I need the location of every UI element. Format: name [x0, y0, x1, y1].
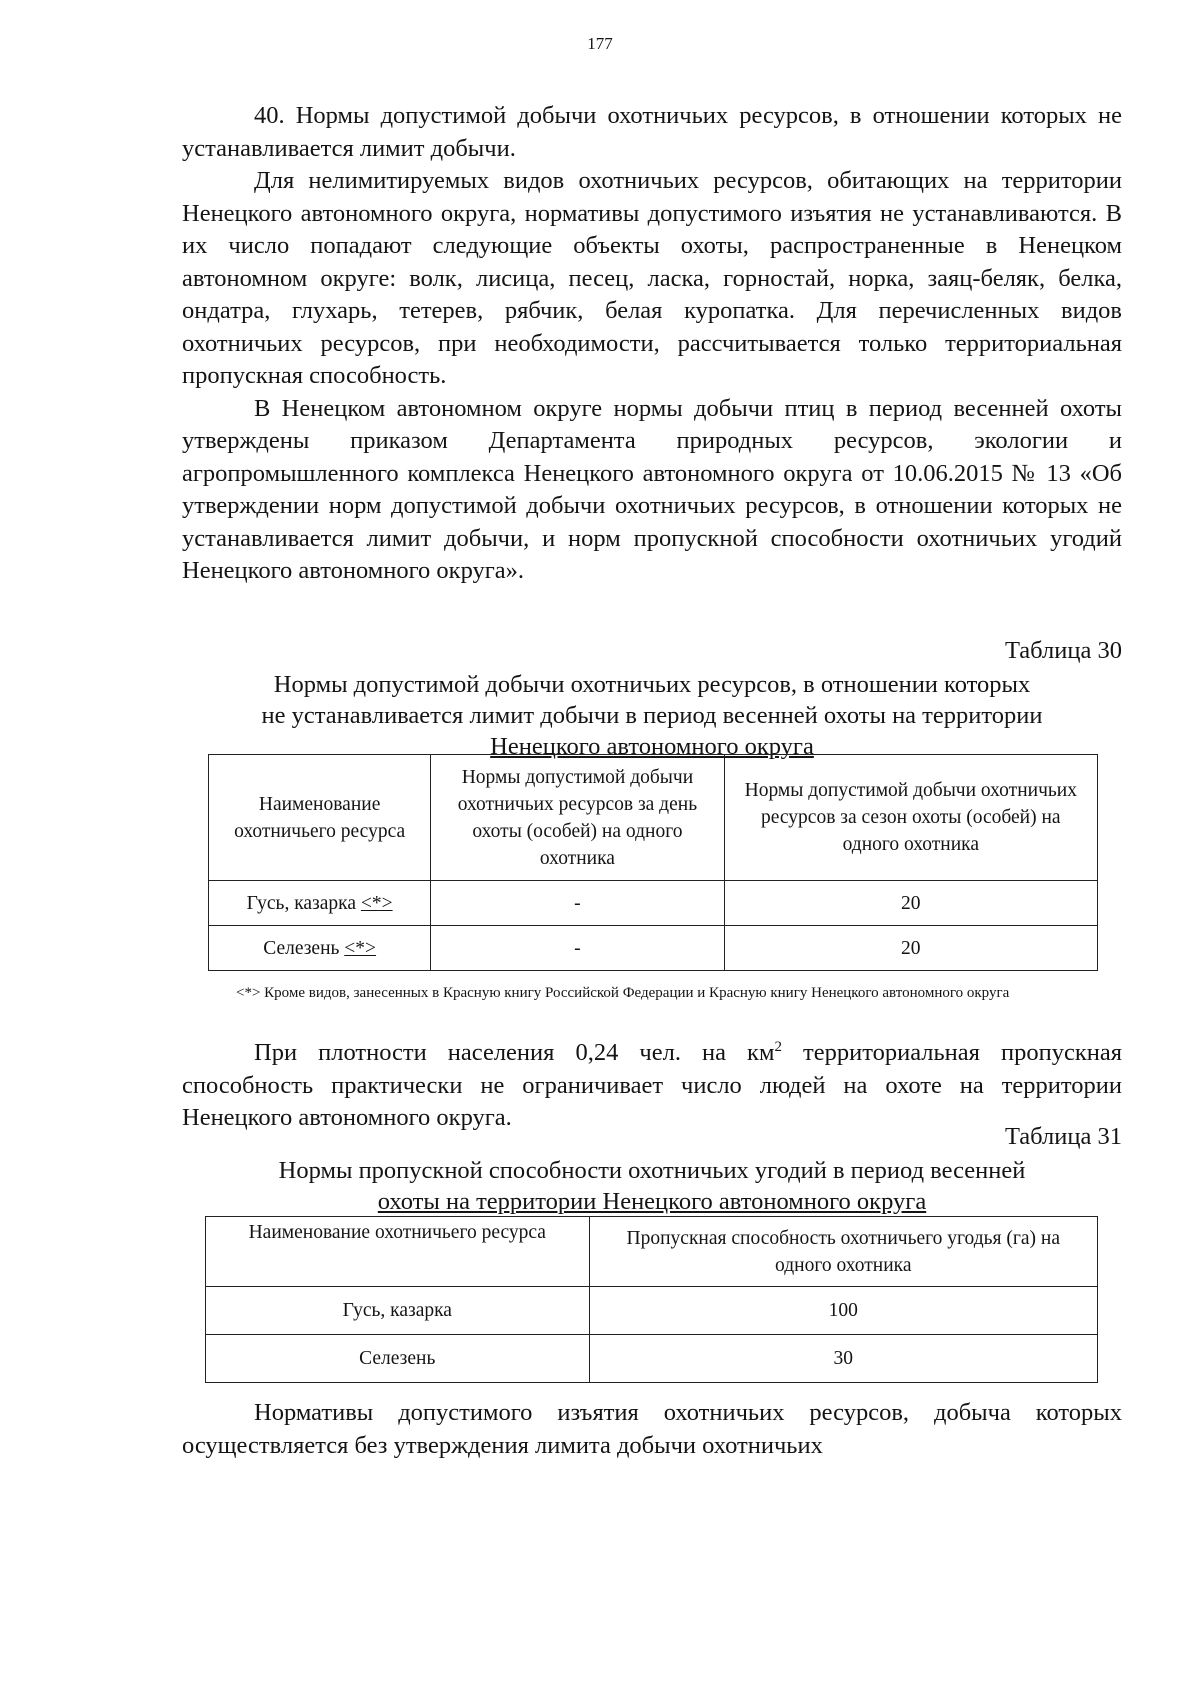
- table-30-title: [182, 669, 1122, 762]
- density-superscript: 2: [774, 1038, 782, 1055]
- table-31-title-line: Нормы пропускной способности охотничьих угодий в период весенней: [278, 1157, 1026, 1184]
- order-paragraph: В Ненецком автономном округе нормы добычи птиц в период весенней охоты утверждены приказом Департамента природных ресурсов, экологии и агропромышленного комплекса Ненецкого автономного округа от 10.06.2015 № 13 «Об утверждении норм допустимой добычи охотничьих ресурсов, в отношении которых не устанавливается лимит добычи, и норм пропускной способности охотничьих угодий Ненецкого автономного округа».: [182, 394, 1122, 584]
- unlimited-species-paragraph: Для нелимитируемых видов охотничьих ресурсов, обитающих на территории Ненецкого автономного округа, нормативы допустимого изъятия не устанавливаются. В их число попадают следующие объекты охоты, распространенные в Ненецком автономном округе: волк, лисица, песец, ласка, горностай, норка, заяц-беляк, белка, ондатра, глухарь, тетерев, рябчик, белая куропатка. Для перечисленных видов охотничьих ресурсов, при необходимости, рассчитывается только территориальная пропускная способность.: [182, 167, 1122, 389]
- resource-name-cell: Гусь, казарка: [206, 1287, 590, 1335]
- table-row: [209, 881, 1098, 926]
- table-row: [206, 1287, 1098, 1335]
- table-30-label: Таблица 30: [1004, 637, 1122, 664]
- section-text: [182, 100, 1122, 588]
- resource-name-cell: [209, 926, 431, 971]
- table-31: [205, 1216, 1098, 1383]
- footnote-body: Кроме видов, занесенных в Красную книгу Российской Федерации и Красную книгу Ненецкого автономного округа: [264, 985, 1010, 1001]
- table-31-title-line: охоты на территории Ненецкого автономного округа: [377, 1188, 927, 1215]
- table-30-title-line: Ненецкого автономного округа: [490, 733, 814, 760]
- season-norm-cell: 20: [724, 881, 1097, 926]
- resource-name: Гусь, казарка: [246, 892, 356, 914]
- footnote: [182, 983, 1122, 1004]
- resource-name-cell: Селезень: [206, 1335, 590, 1383]
- section-heading-paragraph: 40. Нормы допустимой добычи охотничьих ресурсов, в отношении которых не устанавливается лимит добычи.: [182, 102, 1122, 162]
- table-30-title-line: Нормы допустимой добычи охотничьих ресурсов, в отношении которых: [273, 671, 1031, 698]
- table-header-cell: Наименование охотничьего ресурса: [206, 1217, 590, 1287]
- day-norm-cell: -: [431, 926, 724, 971]
- table-header-row: [209, 755, 1098, 881]
- table-header-cell: Наименование охотничьего ресурса: [209, 755, 431, 881]
- table-header-row: [206, 1217, 1098, 1287]
- table-30: [208, 754, 1098, 971]
- table-31-title: [182, 1155, 1122, 1217]
- table-30-title-line: не устанавливается лимит добычи в период весенней охоты на территории: [261, 702, 1043, 729]
- footnote-text: [182, 983, 1122, 1004]
- resource-name-cell: [209, 881, 431, 926]
- day-norm-cell: -: [431, 881, 724, 926]
- footnote-ref: <*>: [360, 892, 393, 914]
- density-text: [182, 1037, 1122, 1135]
- capacity-cell: 100: [589, 1287, 1097, 1335]
- capacity-cell: 30: [589, 1335, 1097, 1383]
- footnote-ref: <*>: [344, 937, 377, 959]
- density-text-end: территориальная пропускная способность практически не ограничивает число людей на охоте на территории Ненецкого автономного округа.: [182, 1039, 1122, 1131]
- closing-paragraph: Нормативы допустимого изъятия охотничьих ресурсов, добыча которых осуществляется без утверждения лимита добычи охотничьих: [182, 1399, 1122, 1459]
- table-row: [209, 926, 1098, 971]
- density-paragraph: [182, 1037, 1122, 1135]
- closing-text: [182, 1397, 1122, 1462]
- resource-name: Селезень: [263, 937, 340, 959]
- density-text-start: При плотности населения 0,24 чел. на км: [254, 1039, 775, 1066]
- table-header-cell: Нормы допустимой добычи охотничьих ресурсов за день охоты (особей) на одного охотника: [431, 755, 724, 881]
- table-31-label: Таблица 31: [1004, 1123, 1122, 1150]
- table-header-cell: Пропускная способность охотничьего угодья (га) на одного охотника: [589, 1217, 1097, 1287]
- page-number: 177: [587, 34, 613, 53]
- table-row: [206, 1335, 1098, 1383]
- footnote-mark: <*>: [236, 985, 261, 1001]
- table-header-cell: Нормы допустимой добычи охотничьих ресурсов за сезон охоты (особей) на одного охотника: [724, 755, 1097, 881]
- season-norm-cell: 20: [724, 926, 1097, 971]
